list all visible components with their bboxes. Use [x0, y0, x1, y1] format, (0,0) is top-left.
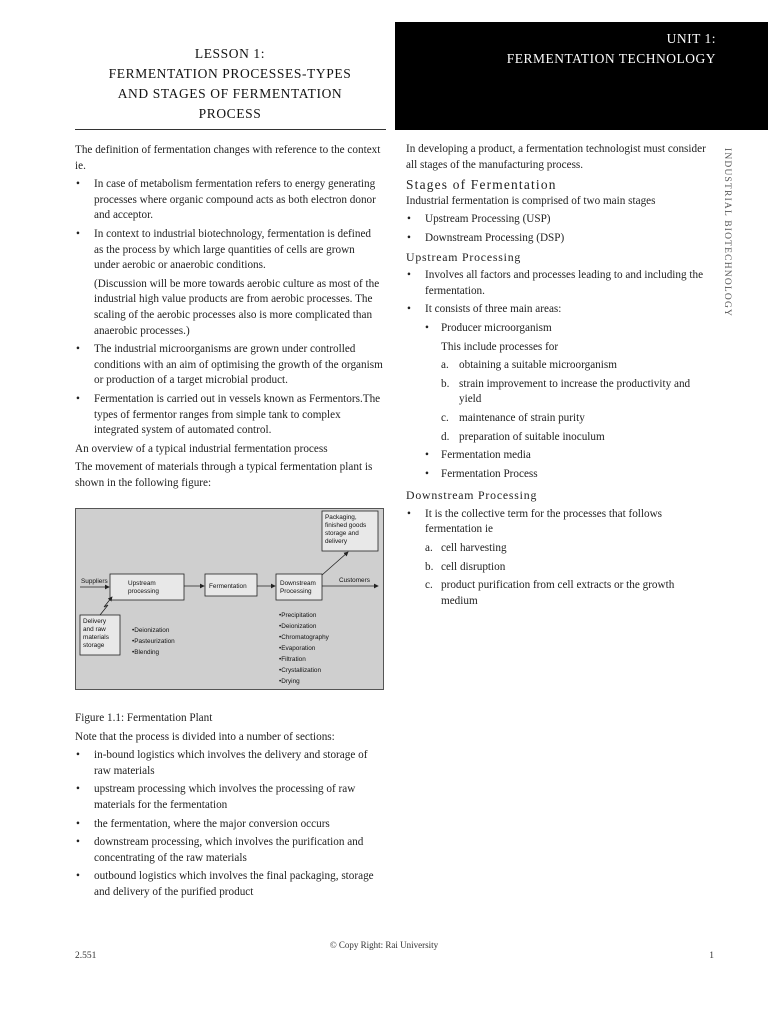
list-text: maintenance of strain purity: [459, 411, 585, 424]
lesson-title-line: FERMENTATION PROCESSES-TYPES: [108, 66, 352, 81]
list-marker: d.: [441, 430, 450, 443]
bullet-item: • Involves all factors and processes leading to and including the fermentation.: [406, 268, 712, 299]
zigzag-arrow: [100, 597, 112, 615]
upstream-step: •Deionization: [132, 627, 170, 634]
figure-caption: Figure 1.1: Fermentation Plant: [75, 712, 213, 724]
list-item: [406, 578, 712, 609]
downstream-step: •Evaporation: [279, 645, 316, 652]
bullet-item: • Fermentation is carried out in vessels known as Fermentors.The types of fermentor ranges from simple tank to complex integrated system of automated control.: [75, 392, 383, 439]
fermentation-label: Fermentation: [209, 583, 247, 590]
upstream-label: Upstream: [128, 580, 156, 587]
bullet-item: • outbound logistics which involves the final packaging, storage and delivery of the purified product: [75, 869, 385, 900]
paragraph: The definition of fermentation changes with reference to the context ie.: [75, 144, 381, 172]
note-paragraph: (Discussion will be more towards aerobic culture as most of the industrial high value products are from aerobic processes. The scaling of the aerobic processes also is more complicated than anaerobic processes.): [94, 277, 380, 337]
bullet-item: • Upstream Processing (USP): [406, 212, 712, 228]
downstream-step: •Filtration: [279, 656, 306, 663]
downstream-step: •Drying: [279, 678, 300, 685]
list-text: cell harvesting: [441, 542, 507, 555]
unit-banner: [395, 22, 768, 130]
list-marker: b.: [425, 560, 434, 573]
sub-bullet-item: • Fermentation Process: [406, 467, 712, 483]
paragraph: Industrial fermentation is comprised of two main stages: [406, 194, 656, 207]
copyright: © Copy Right: Rai University: [329, 940, 439, 950]
list-marker: b.: [441, 377, 450, 390]
list-marker: c.: [441, 411, 449, 424]
list-item: [406, 358, 712, 374]
bullet-item: • the fermentation, where the major conversion occurs: [75, 817, 385, 833]
delivery-label: Delivery: [83, 618, 107, 625]
lesson-title-line: AND STAGES OF FERMENTATION: [117, 86, 343, 101]
subsection-heading: Upstream Processing: [406, 249, 522, 264]
sub-bullet-item: • Fermentation media: [406, 448, 712, 464]
upstream-label: processing: [128, 588, 159, 595]
packaging-label: finished goods: [325, 522, 367, 529]
list-text: obtaining a suitable microorganism: [459, 359, 617, 372]
downstream-label: Processing: [280, 588, 312, 595]
bullet-item: • downstream processing, which involves the purification and concentrating of the raw materials: [75, 835, 385, 866]
bullet-item: • The industrial microorganisms are grown under controlled conditions with an aim of optimising the growth of the organism or production of a target microbial product.: [75, 342, 383, 389]
packaging-label: storage and: [325, 530, 359, 537]
list-text: preparation of suitable inoculum: [459, 430, 605, 443]
downstream-step: •Chromatography: [279, 634, 329, 641]
sub-bullet-item: • Producer microorganism: [406, 321, 712, 337]
list-item: [406, 560, 712, 576]
subsection-heading: Downstream Processing: [406, 488, 538, 503]
downstream-box: [276, 574, 322, 600]
paragraph: This include processes for: [441, 340, 559, 353]
bullet-item: • In case of metabolism fermentation refers to energy generating processes where organic compound acts as both electron donor and acceptor.: [75, 177, 383, 224]
lesson-title: [75, 44, 385, 124]
left-column-top: [75, 143, 383, 494]
bullet-item: • It is the collective term for the processes that follows fermentation ie: [406, 507, 712, 538]
list-marker: c.: [425, 579, 433, 592]
bullet-item: • It consists of three main areas:: [406, 302, 712, 318]
list-item: [406, 541, 712, 557]
list-text: strain improvement to increase the productivity and yield: [459, 377, 691, 406]
side-label: [722, 148, 740, 338]
paragraph: An overview of a typical industrial fermentation process: [75, 442, 328, 455]
list-item: [406, 377, 712, 408]
page-number: 1: [709, 951, 714, 961]
course-code: 2.551: [75, 951, 97, 961]
downstream-step: •Precipitation: [279, 612, 317, 619]
upstream-box: [110, 574, 184, 600]
side-label-text: INDUSTRIAL BIOTECHNOLOGY: [722, 148, 732, 318]
lesson-title-line: LESSON 1:: [194, 46, 266, 61]
paragraph: Note that the process is divided into a number of sections:: [75, 730, 335, 743]
unit-title: FERMENTATION TECHNOLOGY: [506, 51, 716, 66]
list-text: product purification from cell extracts or the growth medium: [441, 579, 675, 607]
list-marker: a.: [425, 542, 433, 555]
delivery-label: and raw: [83, 626, 106, 633]
upstream-step: •Blending: [132, 649, 160, 656]
suppliers-label: Suppliers: [81, 578, 108, 585]
customers-label: Customers: [339, 577, 370, 584]
delivery-label: materials: [83, 634, 109, 641]
right-column: [406, 142, 712, 612]
left-column-bottom: [75, 711, 385, 904]
list-marker: a.: [441, 359, 449, 372]
downstream-label: Downstream: [280, 580, 316, 587]
unit-number: UNIT 1:: [666, 31, 716, 46]
bullet-item: • upstream processing which involves the processing of raw materials for the fermentation: [75, 782, 385, 813]
list-item: [406, 411, 712, 427]
section-heading: Stages of Fermentation: [406, 177, 557, 193]
flow-diagram: [76, 509, 383, 689]
paragraph: The movement of materials through a typical fermentation plant is shown in the following figure:: [75, 461, 373, 489]
header-divider: [75, 129, 386, 130]
packaging-label: Packaging,: [325, 514, 357, 521]
arrow: [322, 552, 348, 575]
bullet-item: • in-bound logistics which involves the delivery and storage of raw materials: [75, 748, 385, 779]
lesson-title-line: PROCESS: [198, 106, 262, 121]
fermentation-plant-figure: [75, 508, 384, 690]
upstream-step: •Pasteurization: [132, 638, 175, 645]
paragraph: In developing a product, a fermentation technologist must consider all stages of the manufacturing process.: [406, 143, 706, 171]
list-item: [406, 430, 712, 446]
downstream-step: •Deionization: [279, 623, 317, 630]
packaging-label: delivery: [325, 538, 348, 545]
bullet-item: • Downstream Processing (DSP): [406, 231, 712, 247]
bullet-item: • In context to industrial biotechnology, fermentation is defined as the process by which large quantities of cells are grown under aerobic or anaerobic conditions.: [75, 227, 383, 274]
list-text: cell disruption: [441, 560, 506, 573]
delivery-label: storage: [83, 642, 105, 649]
downstream-step: •Crystallization: [279, 667, 322, 674]
